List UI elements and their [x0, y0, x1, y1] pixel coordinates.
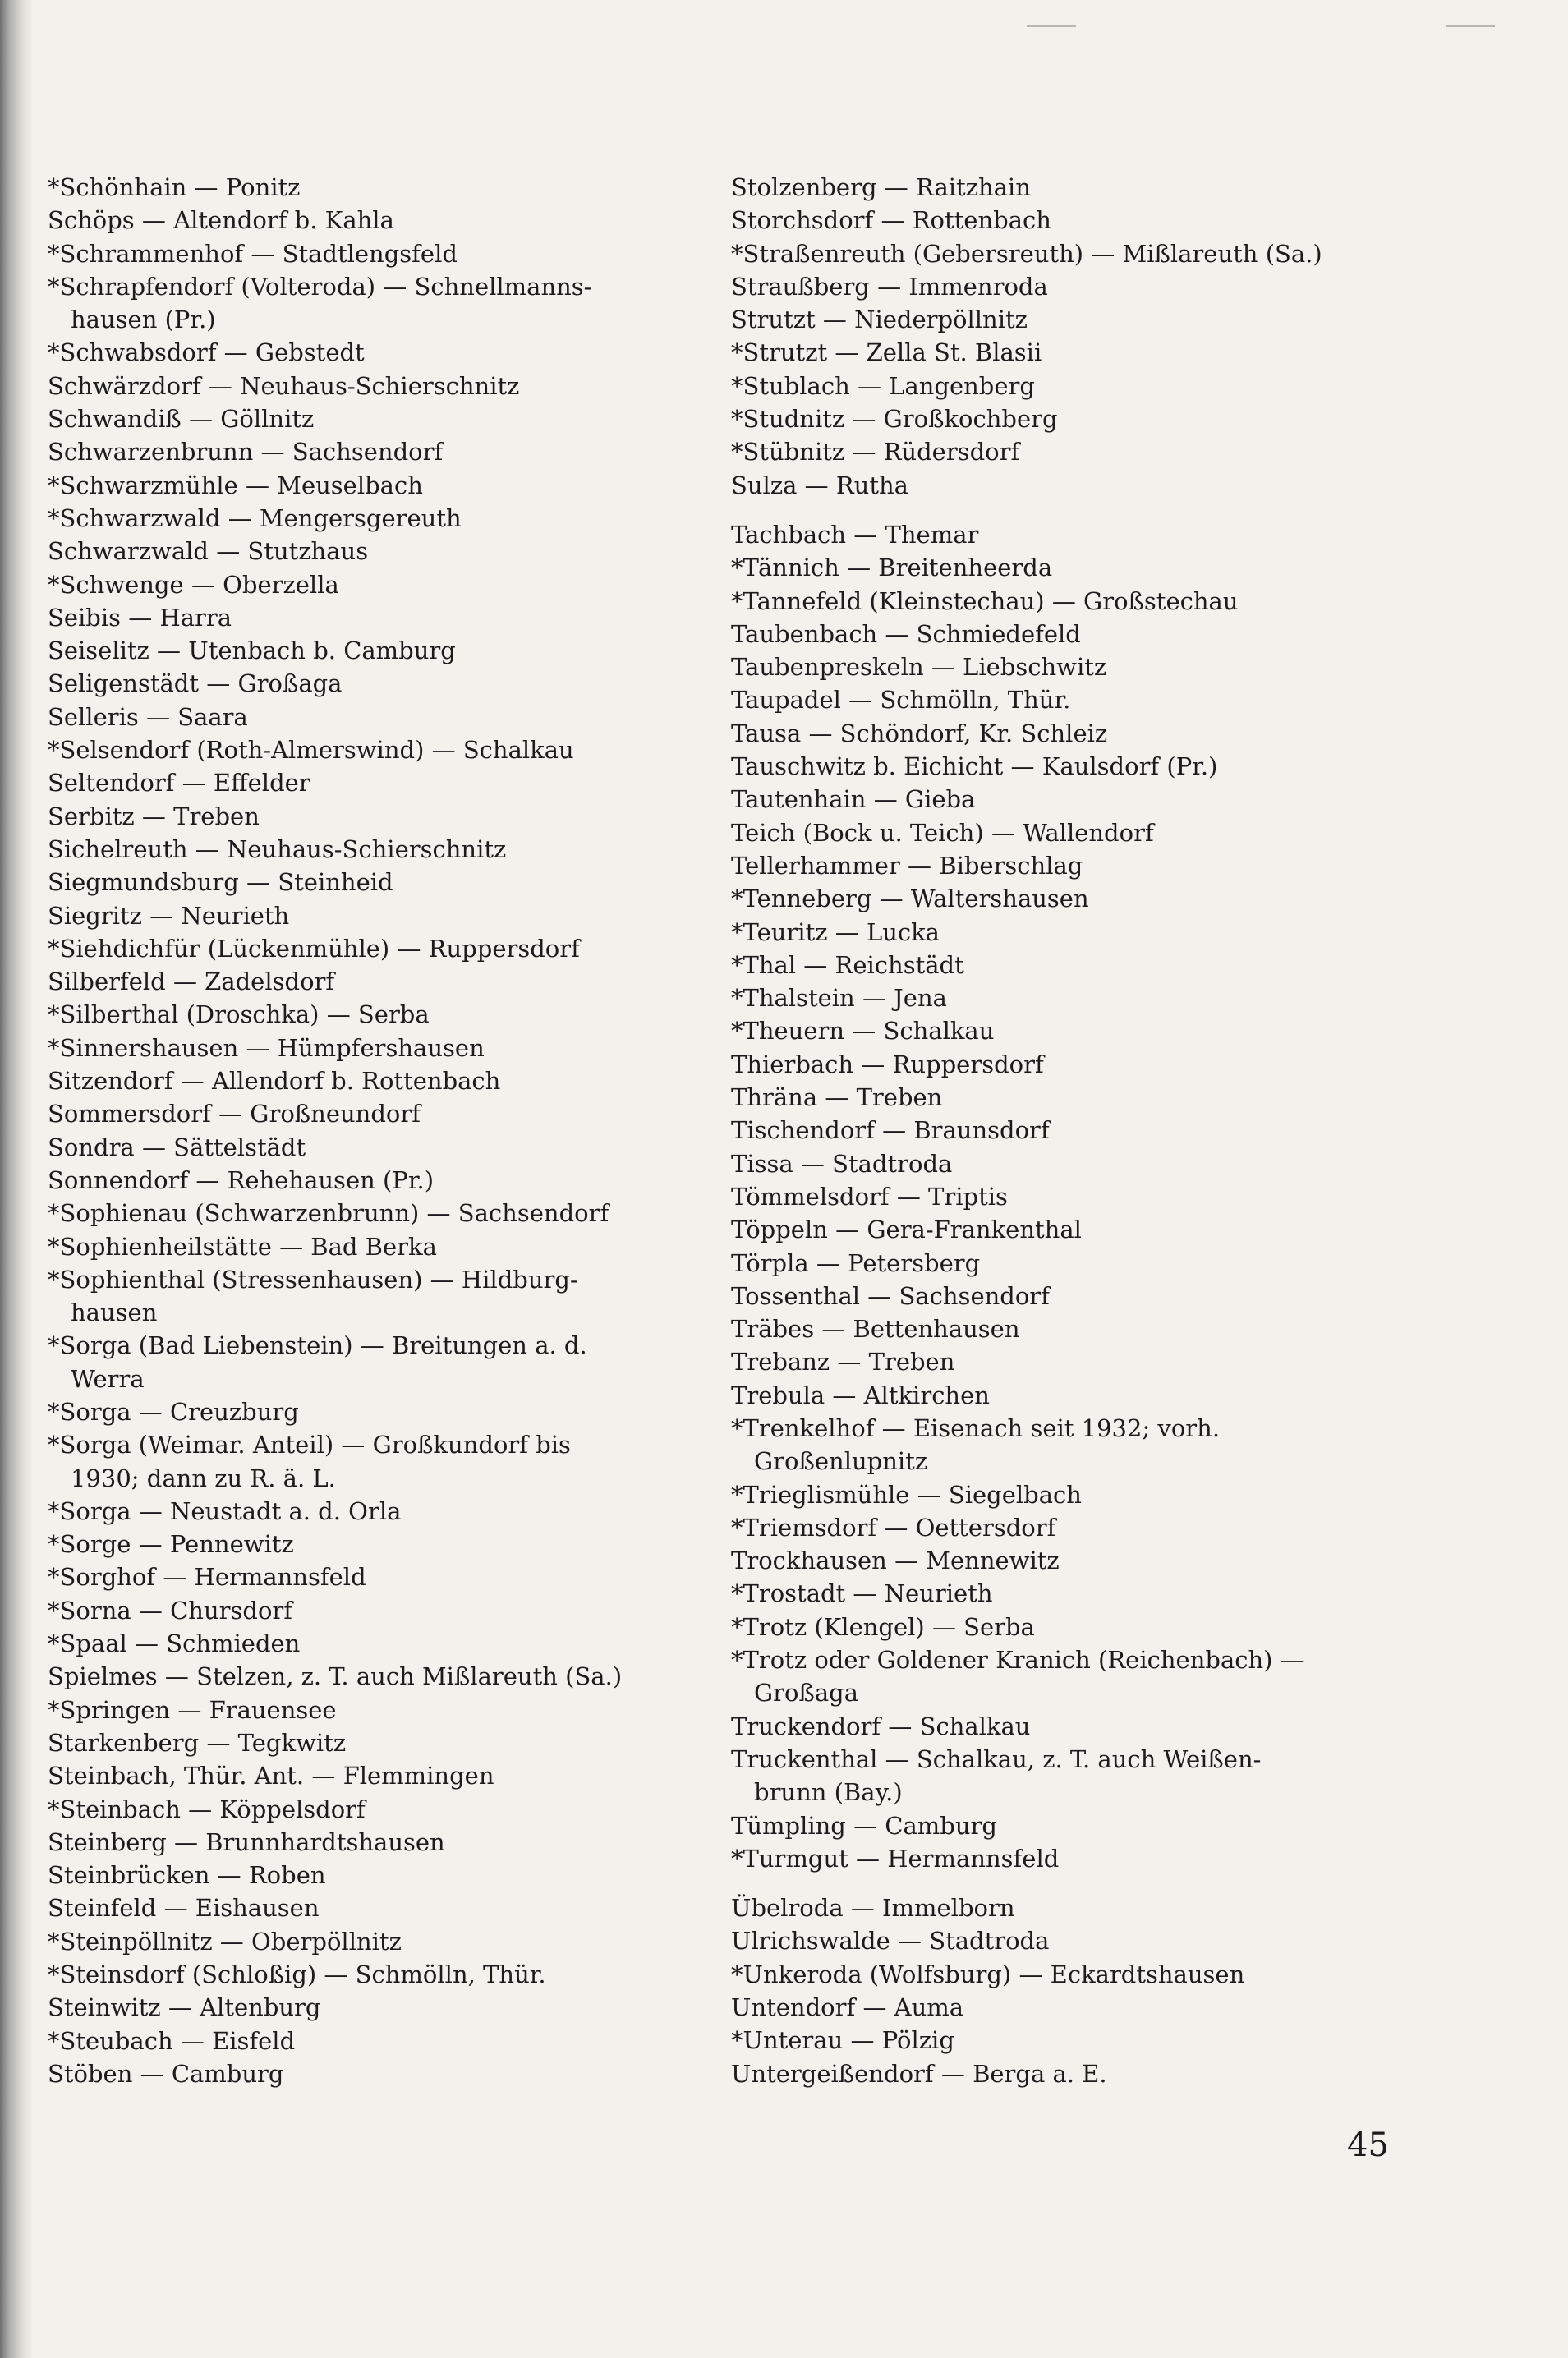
list-item: *Steinpöllnitz — Oberpöllnitz	[48, 1927, 402, 1956]
list-item: Trebanz — Treben	[731, 1348, 955, 1377]
list-item: *Sorna — Chursdorf	[48, 1596, 293, 1625]
list-item: Schwärzdorf — Neuhaus-Schierschnitz	[48, 371, 520, 400]
list-item: *Theuern — Schalkau	[731, 1017, 995, 1046]
list-item-continuation: 1930; dann zu R. ä. L.	[71, 1464, 336, 1492]
list-item: Selleris — Saara	[48, 702, 248, 731]
list-item: *Thal — Reichstädt	[731, 950, 964, 979]
list-item: *Stublach — Langenberg	[731, 371, 1035, 400]
list-item: Sulza — Rutha	[731, 471, 908, 499]
list-item: Starkenberg — Tegkwitz	[48, 1728, 347, 1757]
list-item: Törpla — Petersberg	[731, 1248, 981, 1277]
list-item: *Trenkelhof — Eisenach seit 1932; vorh.	[731, 1413, 1221, 1442]
list-item: Seiselitz — Utenbach b. Camburg	[48, 637, 456, 665]
list-item-continuation: Großenlupnitz	[754, 1447, 928, 1476]
list-item: *Trieglismühle — Siegelbach	[731, 1480, 1082, 1509]
list-item: *Thalstein — Jena	[731, 984, 947, 1013]
list-item: Trebula — Altkirchen	[731, 1381, 990, 1409]
list-item: *Steinbach — Köppelsdorf	[48, 1795, 366, 1823]
list-item: Übelroda — Immelborn	[731, 1894, 1015, 1923]
list-item: *Sophienheilstätte — Bad Berka	[48, 1232, 437, 1261]
list-item: Tümpling — Camburg	[731, 1811, 997, 1840]
list-item: Storchsdorf — Rottenbach	[731, 206, 1051, 235]
list-item: Tossenthal — Sachsendorf	[731, 1281, 1050, 1310]
list-item: Tellerhammer — Biberschlag	[731, 851, 1083, 880]
list-item: *Sinnershausen — Hümpfershausen	[48, 1033, 485, 1062]
list-item: *Strutzt — Zella St. Blasii	[731, 338, 1042, 367]
list-item: *Trostadt — Neurieth	[731, 1579, 993, 1608]
list-item: Sichelreuth — Neuhaus-Schierschnitz	[48, 834, 507, 863]
list-item: *Schwarzmühle — Meuselbach	[48, 471, 423, 499]
list-item-continuation: brunn (Bay.)	[754, 1778, 903, 1807]
list-item: *Springen — Frauensee	[48, 1695, 337, 1724]
list-item-continuation: hausen	[71, 1299, 158, 1327]
list-item: *Siehdichfür (Lückenmühle) — Ruppersdorf	[48, 934, 580, 963]
list-item: Strutzt — Niederpöllnitz	[731, 306, 1028, 334]
list-item: Steinwitz — Altenburg	[48, 1993, 321, 2022]
list-item: Töppeln — Gera-Frankenthal	[731, 1216, 1082, 1244]
list-item: *Turmgut — Hermannsfeld	[731, 1844, 1060, 1873]
list-item: *Unkeroda (Wolfsburg) — Eckardtshausen	[731, 1960, 1245, 1988]
list-item: Tischendorf — Braunsdorf	[731, 1116, 1050, 1145]
list-item: *Trotz oder Goldener Kranich (Reichenbach) —	[731, 1646, 1304, 1675]
list-item: *Sorge — Pennewitz	[48, 1530, 294, 1559]
list-item: *Sophienau (Schwarzenbrunn) — Sachsendorf	[48, 1199, 609, 1228]
list-item: *Steinsdorf (Schloßig) — Schmölln, Thür.	[48, 1960, 546, 1989]
list-item: *Tannefeld (Kleinstechau) — Großstechau	[731, 586, 1239, 615]
list-item: Sommersdorf — Großneundorf	[48, 1100, 421, 1128]
right-column	[731, 171, 1503, 2090]
list-item: Steinberg — Brunnhardtshausen	[48, 1827, 445, 1856]
list-item: Trockhausen — Mennewitz	[731, 1547, 1060, 1575]
list-item: *Unterau — Pölzig	[731, 2026, 954, 2055]
list-item: *Straßenreuth (Gebersreuth) — Mißlareuth (Sa.)	[731, 239, 1322, 268]
list-item: Taubenbach — Schmiedefeld	[731, 619, 1081, 648]
list-item: *Tännich — Breitenheerda	[731, 554, 1053, 582]
list-item: Sonnendorf — Rehehausen (Pr.)	[48, 1165, 435, 1194]
list-item: *Sorga — Creuzburg	[48, 1397, 299, 1426]
list-item: *Sorghof — Hermannsfeld	[48, 1563, 366, 1592]
list-item: Taubenpreskeln — Liebschwitz	[731, 653, 1107, 682]
list-item: *Sorga — Neustadt a. d. Orla	[48, 1496, 402, 1525]
list-item: Seltendorf — Effelder	[48, 769, 310, 797]
list-item: Spielmes — Stelzen, z. T. auch Mißlareuth (Sa.)	[48, 1662, 623, 1691]
list-item: *Spaal — Schmieden	[48, 1629, 301, 1658]
list-item: Thräna — Treben	[731, 1083, 943, 1112]
list-item: *Sorga (Bad Liebenstein) — Breitungen a. d.	[48, 1331, 587, 1360]
list-item: Sitzendorf — Allendorf b. Rottenbach	[48, 1067, 501, 1096]
list-item: *Sorga (Weimar. Anteil) — Großkundorf bis	[48, 1431, 571, 1459]
list-item: Taupadel — Schmölln, Thür.	[731, 686, 1071, 715]
list-item: Truckendorf — Schalkau	[731, 1712, 1031, 1740]
list-item: Seligenstädt — Großaga	[48, 669, 343, 698]
list-item: Steinbrücken — Roben	[48, 1861, 326, 1890]
list-item: Tausa — Schöndorf, Kr. Schleiz	[731, 719, 1108, 747]
list-item: *Triemsdorf — Oettersdorf	[731, 1513, 1056, 1542]
list-item: Tömmelsdorf — Triptis	[731, 1182, 1008, 1211]
list-item: *Schrammenhof — Stadtlengsfeld	[48, 239, 458, 268]
top-rule	[1027, 25, 1076, 27]
list-item: *Studnitz — Großkochberg	[731, 405, 1058, 434]
list-item: Teich (Bock u. Teich) — Wallendorf	[731, 818, 1154, 847]
list-item: Stöben — Camburg	[48, 2059, 284, 2088]
list-item: Tauschwitz b. Eichicht — Kaulsdorf (Pr.)	[731, 752, 1218, 781]
list-item: Thierbach — Ruppersdorf	[731, 1050, 1044, 1078]
list-item: *Sophienthal (Stressenhausen) — Hildburg-	[48, 1265, 578, 1294]
list-item: Schwarzwald — Stutzhaus	[48, 537, 369, 566]
list-item-continuation: Großaga	[754, 1679, 859, 1708]
list-item: *Tenneberg — Waltershausen	[731, 885, 1089, 913]
list-item: *Teuritz — Lucka	[731, 917, 940, 946]
list-item: Siegmundsburg — Steinheid	[48, 868, 393, 897]
list-item: Untergeißendorf — Berga a. E.	[731, 2059, 1107, 2088]
list-item: Ulrichswalde — Stadtroda	[731, 1927, 1050, 1956]
list-item: Serbitz — Treben	[48, 802, 260, 830]
list-item: Steinbach, Thür. Ant. — Flemmingen	[48, 1762, 494, 1790]
list-item: Straußberg — Immenroda	[731, 272, 1048, 301]
binding-edge	[0, 0, 33, 2358]
list-item: Tissa — Stadtroda	[731, 1149, 953, 1178]
list-item: Schwarzenbrunn — Sachsendorf	[48, 438, 444, 467]
list-item: *Steubach — Eisfeld	[48, 2026, 296, 2055]
list-item: Stolzenberg — Raitzhain	[731, 173, 1031, 201]
list-item: Steinfeld — Eishausen	[48, 1894, 320, 1923]
list-item: *Trotz (Klengel) — Serba	[731, 1612, 1035, 1641]
list-item: Schwandiß — Göllnitz	[48, 405, 315, 434]
list-item: *Silberthal (Droschka) — Serba	[48, 1000, 430, 1029]
list-item: Tachbach — Themar	[731, 520, 979, 549]
list-item: *Schwabsdorf — Gebstedt	[48, 338, 365, 367]
list-item: Träbes — Bettenhausen	[731, 1315, 1020, 1344]
page-number: 45	[1347, 2126, 1389, 2164]
list-item-continuation: hausen (Pr.)	[71, 306, 216, 334]
list-item: Sondra — Sättelstädt	[48, 1133, 306, 1161]
list-item: Untendorf — Auma	[731, 1993, 964, 2022]
list-item: Silberfeld — Zadelsdorf	[48, 968, 335, 996]
list-item: Seibis — Harra	[48, 603, 232, 632]
list-item: Truckenthal — Schalkau, z. T. auch Weißen-	[731, 1744, 1262, 1773]
list-item: Tautenhain — Gieba	[731, 785, 976, 814]
list-item: *Schwarzwald — Mengersgereuth	[48, 503, 462, 532]
top-rule	[1446, 25, 1495, 27]
list-item: Schöps — Altendorf b. Kahla	[48, 206, 394, 235]
list-item: *Stübnitz — Rüdersdorf	[731, 438, 1020, 467]
list-item: *Schönhain — Ponitz	[48, 173, 301, 201]
list-item: *Schrapfendorf (Volteroda) — Schnellmanns-	[48, 272, 592, 301]
list-item: *Selsendorf (Roth-Almerswind) — Schalkau	[48, 736, 574, 765]
left-column	[48, 171, 721, 2090]
list-item: Siegritz — Neurieth	[48, 901, 290, 930]
list-item-continuation: Werra	[71, 1364, 145, 1393]
list-item: *Schwenge — Oberzella	[48, 570, 339, 599]
